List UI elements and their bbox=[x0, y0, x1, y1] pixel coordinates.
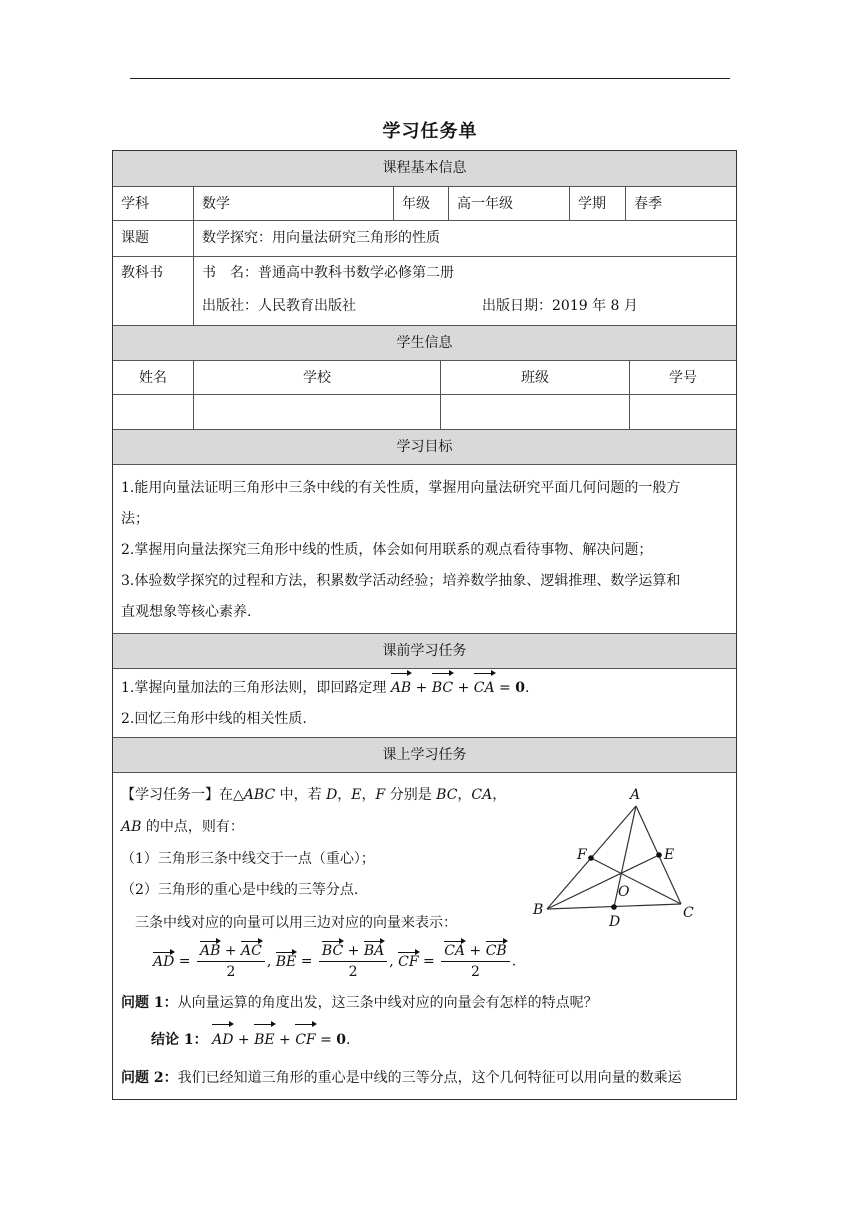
class-content bbox=[113, 772, 736, 1099]
equals-sign: = bbox=[423, 953, 435, 970]
median-vector-formulas bbox=[153, 941, 516, 982]
fraction-CF bbox=[441, 941, 509, 982]
vector-CA: CA bbox=[444, 943, 466, 959]
task1-text: 中，若 bbox=[275, 787, 327, 803]
topic-value: 数学探究：用向量法研究三角形的性质 bbox=[193, 221, 736, 256]
vector-AC: AC bbox=[241, 943, 262, 959]
subject-value: 数学 bbox=[193, 187, 393, 220]
student-id-header: 学号 bbox=[629, 361, 736, 394]
period: . bbox=[511, 953, 517, 970]
denominator: 2 bbox=[470, 964, 480, 980]
vector-BC: BC bbox=[432, 673, 453, 704]
student-class-field[interactable] bbox=[440, 395, 629, 429]
question-2-label: 问题 2： bbox=[121, 1070, 178, 1086]
plus-sign: + bbox=[224, 943, 237, 959]
vector-BE: BE bbox=[254, 1024, 275, 1056]
publisher: 出版社：人民教育出版社 bbox=[202, 298, 356, 314]
task-sheet-table bbox=[112, 150, 737, 1100]
term-value: 春季 bbox=[625, 187, 736, 220]
task1-line-2 bbox=[121, 811, 244, 843]
equals-sign: = bbox=[300, 953, 313, 970]
vector-BE: BE bbox=[275, 953, 297, 970]
equals-sign: = bbox=[178, 953, 191, 970]
zero-vector: 0 bbox=[515, 680, 525, 696]
label-O: O bbox=[618, 884, 630, 900]
basic-row-topic bbox=[113, 220, 736, 256]
question-1-text: 从向量运算的角度出发，这三条中线对应的向量会有怎样的特点呢？ bbox=[177, 995, 598, 1011]
task1-text: ， bbox=[337, 787, 352, 803]
triangle-lines bbox=[547, 806, 681, 909]
point-F-dot bbox=[588, 855, 594, 861]
student-header-row bbox=[113, 360, 736, 394]
equals-sign: = bbox=[499, 680, 511, 696]
side-BC: BC bbox=[436, 787, 458, 803]
point-E: E bbox=[351, 787, 362, 803]
comma: , bbox=[389, 953, 394, 970]
vector-BC: BC bbox=[321, 943, 344, 959]
student-id-field[interactable] bbox=[629, 395, 736, 429]
section-header-class: 课上学习任务 bbox=[113, 737, 736, 772]
basic-row-subject bbox=[113, 186, 736, 220]
vector-CF: CF bbox=[398, 953, 419, 970]
point-D-dot bbox=[611, 904, 617, 910]
point-D: D bbox=[326, 787, 338, 803]
zero-vector: 0 bbox=[336, 1032, 347, 1048]
goal-line-5: 直观想象等核心素养. bbox=[121, 604, 252, 620]
task1-text: 的中点，则有： bbox=[141, 819, 244, 835]
vector-CB: CB bbox=[485, 943, 507, 959]
student-school-field[interactable] bbox=[193, 395, 440, 429]
topic-label: 课题 bbox=[121, 230, 149, 246]
plus-sign: + bbox=[347, 943, 360, 959]
median-BE-line bbox=[547, 855, 659, 909]
vector-AB: AB bbox=[199, 943, 221, 959]
goal-line-1: 1.能用向量法证明三角形中三条中线的有关性质，掌握用向量法研究平面几何问题的一般方 bbox=[121, 480, 681, 496]
plus-sign: + bbox=[237, 1032, 250, 1048]
plus-sign: + bbox=[279, 1032, 291, 1048]
label-E: E bbox=[664, 847, 675, 863]
plus-sign: + bbox=[415, 680, 428, 696]
comma: , bbox=[266, 953, 272, 970]
conclusion-1-label: 结论 1： bbox=[151, 1032, 208, 1048]
term-label: 学期 bbox=[569, 187, 625, 220]
pre-item-1-text: 1.掌握向量加法的三角形法则，即回路定理 bbox=[121, 680, 387, 696]
publisher-line bbox=[202, 290, 736, 323]
vector-AD: AD bbox=[212, 1024, 233, 1056]
midpoint-dots bbox=[588, 852, 662, 910]
goal-line-4: 3.体验数学探究的过程和方法，积累数学活动经验；培养数学抽象、逻辑推理、数学运算和 bbox=[121, 573, 681, 589]
label-D: D bbox=[609, 914, 621, 930]
section-header-goals: 学习目标 bbox=[113, 429, 736, 464]
label-A: A bbox=[630, 787, 641, 803]
task1-text: ， bbox=[457, 787, 472, 803]
task1-text: ， bbox=[492, 787, 507, 803]
triangle-name: ABC bbox=[243, 787, 276, 803]
goals-content bbox=[113, 464, 736, 633]
vector-CA: CA bbox=[474, 673, 495, 704]
fraction-AD bbox=[197, 941, 265, 982]
property-1: （1）三角形三条中线交于一点（重心）； bbox=[121, 851, 375, 867]
label-F: F bbox=[577, 847, 587, 863]
vector-AD: AD bbox=[153, 953, 175, 970]
question-2-text: 我们已经知道三角形的重心是中线的三等分点，这个几何特征可以用向量的数乘运 bbox=[177, 1070, 682, 1086]
pre-item-2: 2.回忆三角形中线的相关性质. bbox=[121, 711, 307, 727]
task1-line-1 bbox=[121, 779, 506, 811]
question-2 bbox=[121, 1062, 682, 1094]
student-name-field[interactable] bbox=[113, 395, 193, 429]
section-header-pre: 课前学习任务 bbox=[113, 633, 736, 668]
fraction-BE bbox=[319, 941, 387, 982]
student-class-header: 班级 bbox=[440, 361, 629, 394]
vector-intro: 三条中线对应的向量可以用三边对应的向量来表示： bbox=[135, 915, 457, 931]
book-name: 书 名：普通高中教科书数学必修第二册 bbox=[202, 265, 454, 281]
task1-text: ， bbox=[361, 787, 376, 803]
task1-text: 在△ bbox=[219, 787, 244, 803]
triangle-median-figure bbox=[521, 781, 721, 941]
grade-value: 高一年级 bbox=[448, 187, 569, 220]
goal-line-2: 法； bbox=[121, 511, 149, 527]
goal-line-3: 2.掌握用向量法探究三角形中线的性质，体会如何用联系的观点看待事物、解决问题； bbox=[121, 542, 653, 558]
subject-label: 学科 bbox=[121, 196, 149, 212]
basic-row-textbook bbox=[113, 256, 736, 325]
denominator: 2 bbox=[226, 964, 236, 980]
denominator: 2 bbox=[348, 964, 358, 980]
period: . bbox=[524, 680, 530, 696]
textbook-label: 教科书 bbox=[121, 265, 163, 281]
label-B: B bbox=[533, 902, 544, 918]
task1-text: 分别是 bbox=[385, 787, 437, 803]
vector-AB: AB bbox=[391, 673, 411, 704]
student-school-header: 学校 bbox=[193, 361, 440, 394]
side-CA: CA bbox=[471, 787, 493, 803]
section-header-student: 学生信息 bbox=[113, 325, 736, 360]
side-AB: AB bbox=[121, 819, 142, 835]
plus-sign: + bbox=[469, 943, 482, 959]
conclusion-1 bbox=[151, 1024, 351, 1056]
point-E-dot bbox=[656, 852, 662, 858]
plus-sign: + bbox=[457, 680, 470, 696]
section-header-basic: 课程基本信息 bbox=[113, 151, 736, 186]
point-F: F bbox=[375, 787, 386, 803]
publish-date: 出版日期：2019 年 8 月 bbox=[482, 298, 638, 314]
equals-sign: = bbox=[320, 1032, 332, 1048]
vector-BA: BA bbox=[363, 943, 385, 959]
question-1 bbox=[121, 987, 598, 1019]
student-input-row bbox=[113, 394, 736, 429]
label-C: C bbox=[683, 905, 694, 921]
task1-head: 【学习任务一】 bbox=[121, 787, 219, 803]
page-title: 学习任务单 bbox=[382, 121, 478, 142]
grade-label: 年级 bbox=[393, 187, 448, 220]
header-rule bbox=[130, 78, 730, 79]
property-2: （2）三角形的重心是中线的三等分点. bbox=[121, 882, 359, 898]
pre-item-1 bbox=[113, 673, 736, 704]
student-name-header: 姓名 bbox=[139, 370, 167, 386]
period: . bbox=[346, 1032, 351, 1048]
textbook-info bbox=[193, 257, 736, 325]
question-1-label: 问题 1： bbox=[121, 995, 178, 1011]
vector-CF: CF bbox=[295, 1024, 315, 1056]
pre-content bbox=[113, 668, 736, 737]
